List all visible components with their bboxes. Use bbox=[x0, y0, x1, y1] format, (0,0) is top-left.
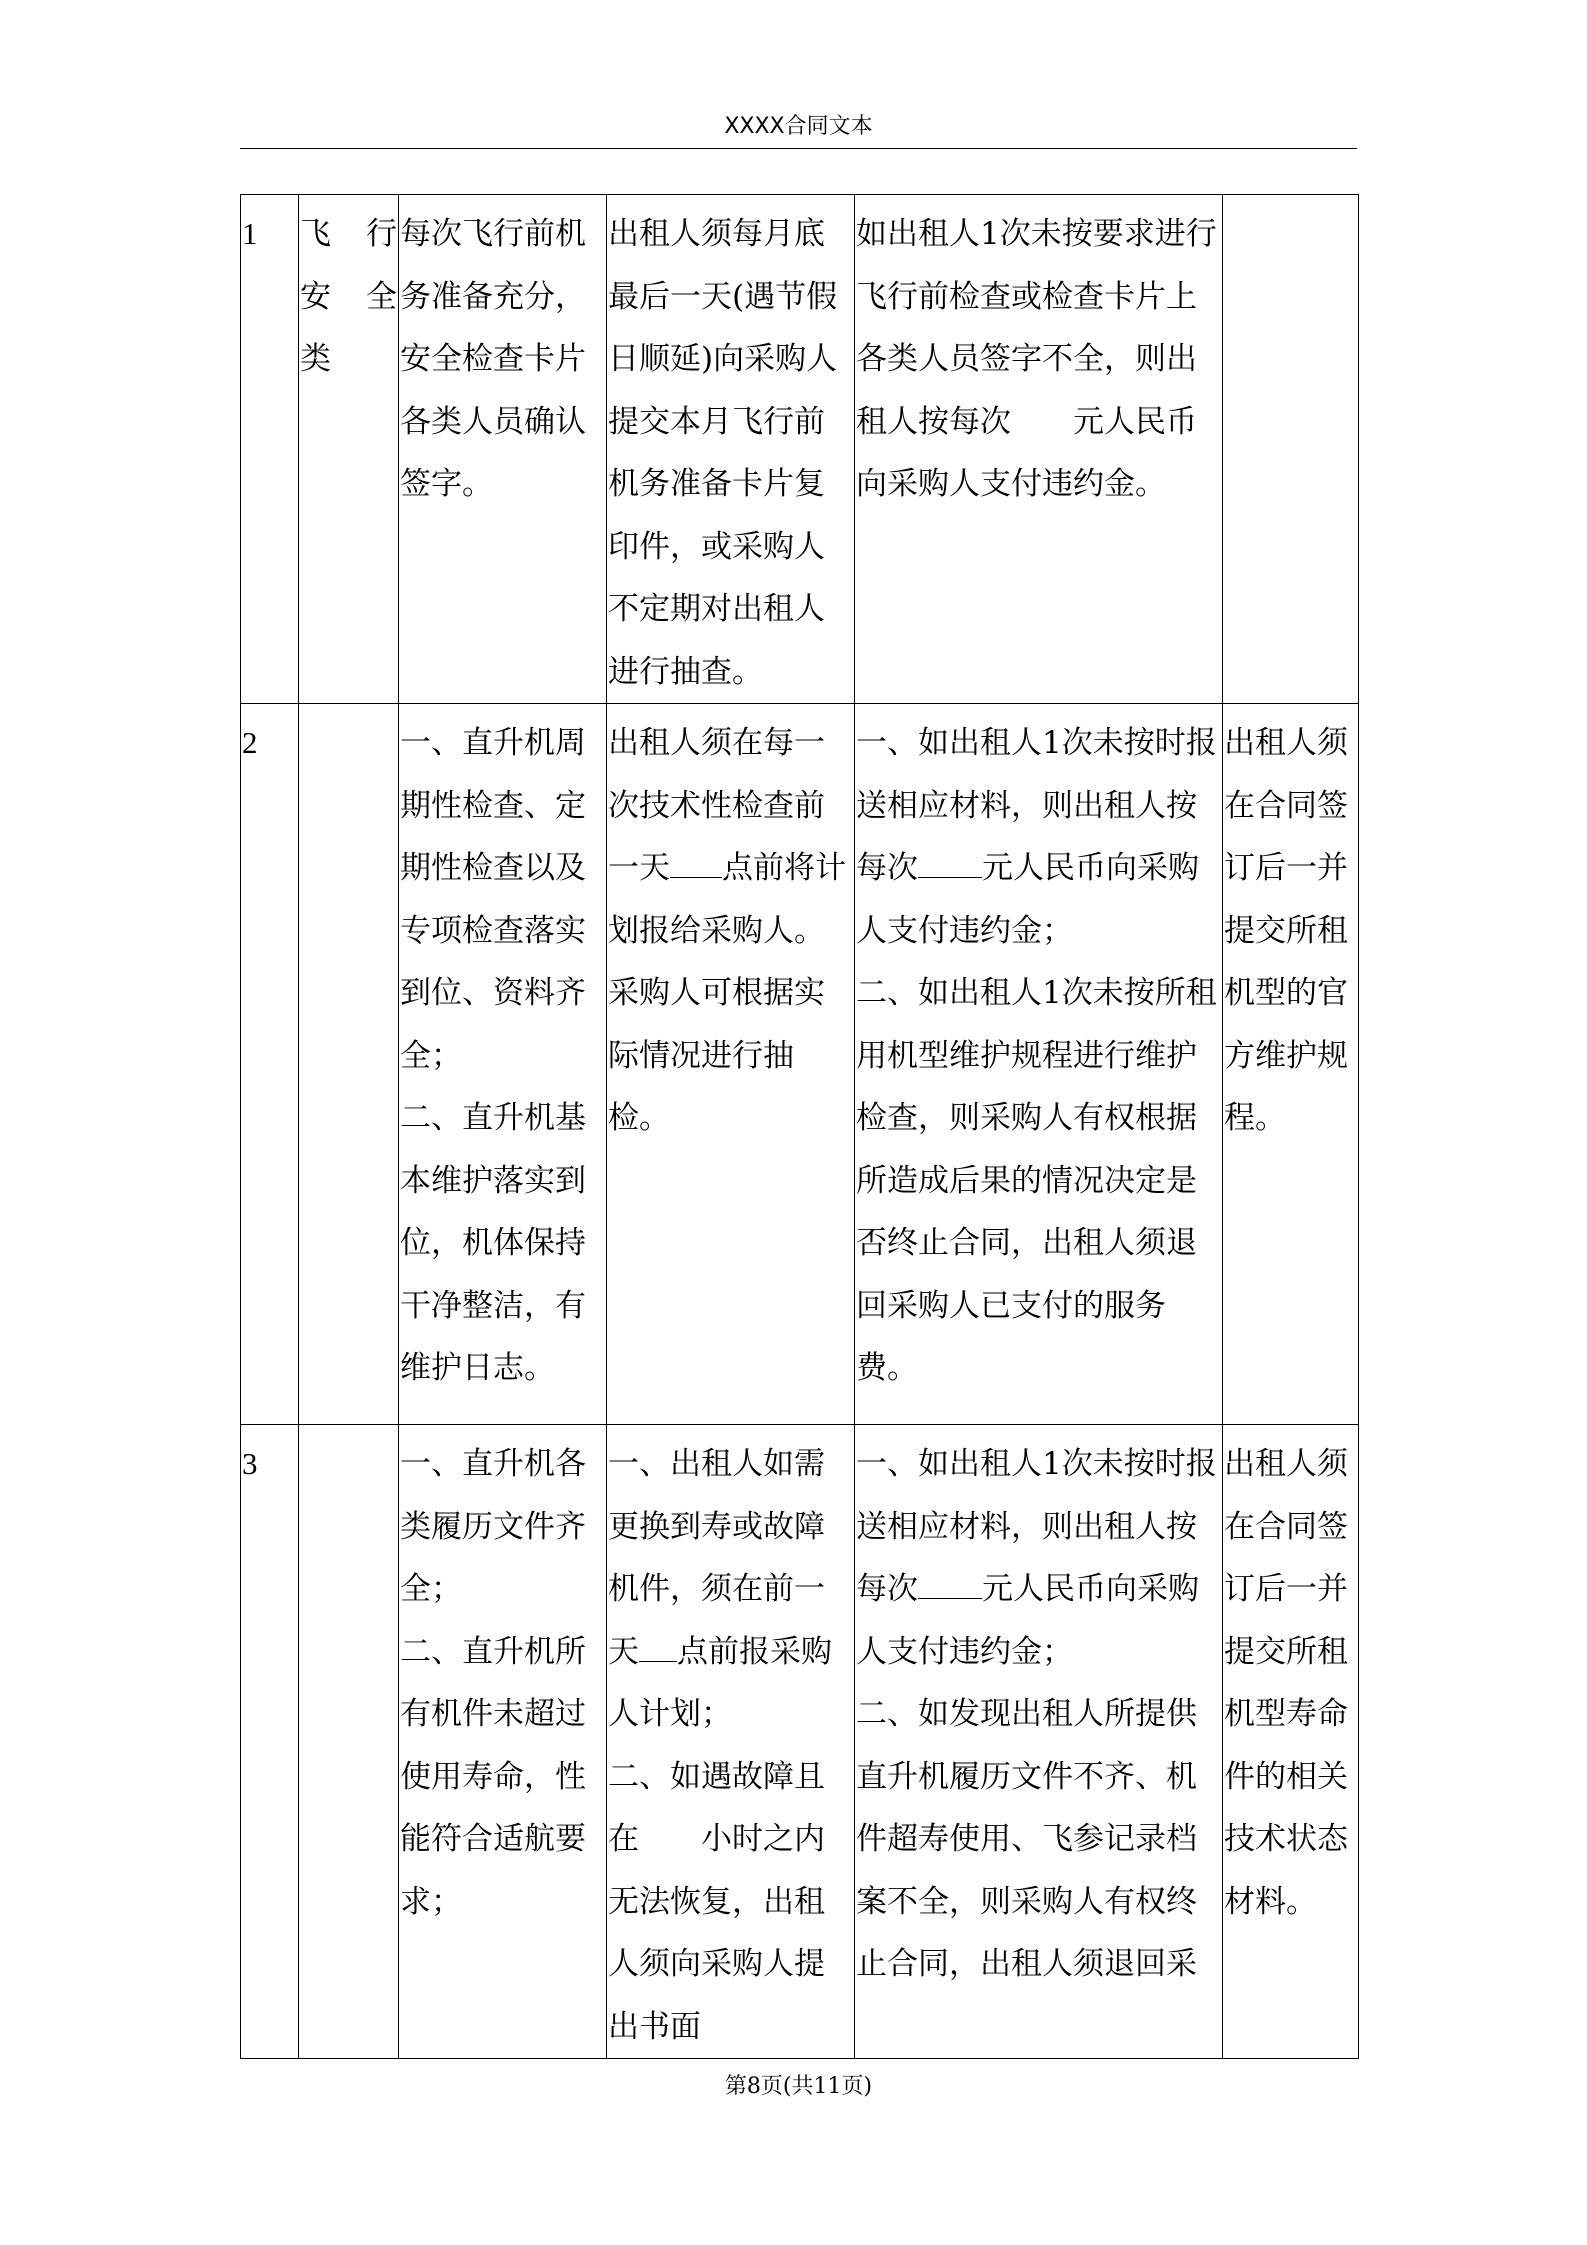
category-line: 安 全 bbox=[300, 278, 397, 315]
penalty-cell bbox=[855, 704, 1223, 1425]
check-text-part: 出租人须在每一次技术性检查前一天 bbox=[608, 725, 825, 886]
requirement-paragraph: 二、直升机基本维护落实到位，机体保持干净整洁，有维护日志。 bbox=[400, 1100, 586, 1386]
penalty-paragraph: 二、如出租人1次未按所租用机型维护规程进行维护检查，则采购人有权根据所造成后果的情况决定是否终止合同，出租人须退回采购人已支付的服务费。 bbox=[856, 975, 1217, 1386]
category-cell-continued bbox=[299, 704, 399, 1425]
note-cell bbox=[1223, 1425, 1359, 2059]
check-paragraph bbox=[608, 1433, 853, 1746]
penalty-text-part: 元人民币向采购人支付违约金； bbox=[856, 1571, 1199, 1670]
check-cell bbox=[607, 1425, 855, 2059]
penalty-cell bbox=[855, 195, 1223, 704]
requirement-paragraph: 二、直升机所有机件未超过使用寿命，性能符合适航要求； bbox=[400, 1633, 586, 1920]
blank-underline bbox=[918, 1568, 982, 1599]
check-text: 出租人须每月底最后一天(遇节假日顺延)向采购人提交本月飞行前机务准备卡片复印件，或采购人不定期对出租人进行抽查。 bbox=[608, 216, 838, 690]
blank-underline bbox=[670, 847, 722, 878]
contract-table bbox=[240, 194, 1359, 2059]
check-cell bbox=[607, 704, 855, 1425]
page-number: 第8页(共11页) bbox=[724, 2074, 873, 2099]
footer-rule bbox=[240, 2058, 1357, 2059]
check-text-part: 一、出租人如需更换到寿或故障机件，须在前一天 bbox=[608, 1446, 825, 1670]
category-cell bbox=[299, 195, 399, 704]
penalty-text-part: 一、如出租人1次未按时报送相应材料，则出租人按每次 bbox=[856, 1446, 1217, 1607]
requirement-cell bbox=[399, 195, 607, 704]
category-cell-continued bbox=[299, 1425, 399, 2059]
row-number: 3 bbox=[241, 1425, 299, 2059]
note-cell bbox=[1223, 195, 1359, 704]
requirement-text: 每次飞行前机务准备充分，安全检查卡片各类人员确认签字。 bbox=[400, 216, 586, 502]
check-text bbox=[608, 712, 853, 1150]
header-rule bbox=[240, 148, 1357, 149]
penalty-paragraph bbox=[856, 712, 1221, 962]
penalty-text-part: 一、如出租人1次未按时报送相应材料，则出租人按每次 bbox=[856, 725, 1217, 886]
check-paragraph: 二、如遇故障且在 小时之内无法恢复，出租人须向采购人提出书面 bbox=[608, 1758, 825, 2045]
requirement-cell bbox=[399, 704, 607, 1425]
penalty-text: 如出租人1次未按要求进行飞行前检查或检查卡片上各类人员签字不全，则出租人按每次 元人民币向采购人支付违约金。 bbox=[856, 216, 1217, 502]
penalty-cell bbox=[855, 1425, 1223, 2059]
table-row bbox=[241, 704, 1359, 1425]
note-cell bbox=[1223, 704, 1359, 1425]
check-cell bbox=[607, 195, 855, 704]
check-text-part: 点前将计划报给采购人。采购人可根据实际情况进行抽检。 bbox=[608, 850, 846, 1136]
requirement-paragraph: 一、直升机周期性检查、定期性检查以及专项检查落实到位、资料齐全； bbox=[400, 725, 586, 1074]
blank-underline bbox=[639, 1631, 677, 1662]
blank-underline bbox=[918, 847, 982, 878]
requirement-paragraph: 一、直升机各类履历文件齐全； bbox=[400, 1446, 586, 1607]
note-text: 出租人须在合同签订后一并提交所租机型的官方维护规程。 bbox=[1224, 725, 1348, 1136]
row-number: 1 bbox=[241, 195, 299, 704]
table-row bbox=[241, 195, 1359, 704]
category-line: 类 bbox=[300, 341, 331, 377]
requirement-cell bbox=[399, 1425, 607, 2059]
category-line: 飞 行 bbox=[300, 216, 397, 252]
penalty-paragraph bbox=[856, 1433, 1221, 1683]
check-text-part: 点前报采购人计划； bbox=[608, 1633, 832, 1732]
penalty-text-part: 元人民币向采购人支付违约金； bbox=[856, 850, 1199, 949]
note-text: 出租人须在合同签订后一并提交所租机型寿命件的相关技术状态材料。 bbox=[1224, 1446, 1348, 1920]
row-number: 2 bbox=[241, 704, 299, 1425]
header-title: XXXX合同文本 bbox=[724, 114, 873, 139]
table-row bbox=[241, 1425, 1359, 2059]
penalty-paragraph: 二、如发现出租人所提供直升机履历文件不齐、机件超寿使用、飞参记录档案不全，则采购人有权终止合同，出租人须退回采 bbox=[856, 1696, 1197, 1982]
